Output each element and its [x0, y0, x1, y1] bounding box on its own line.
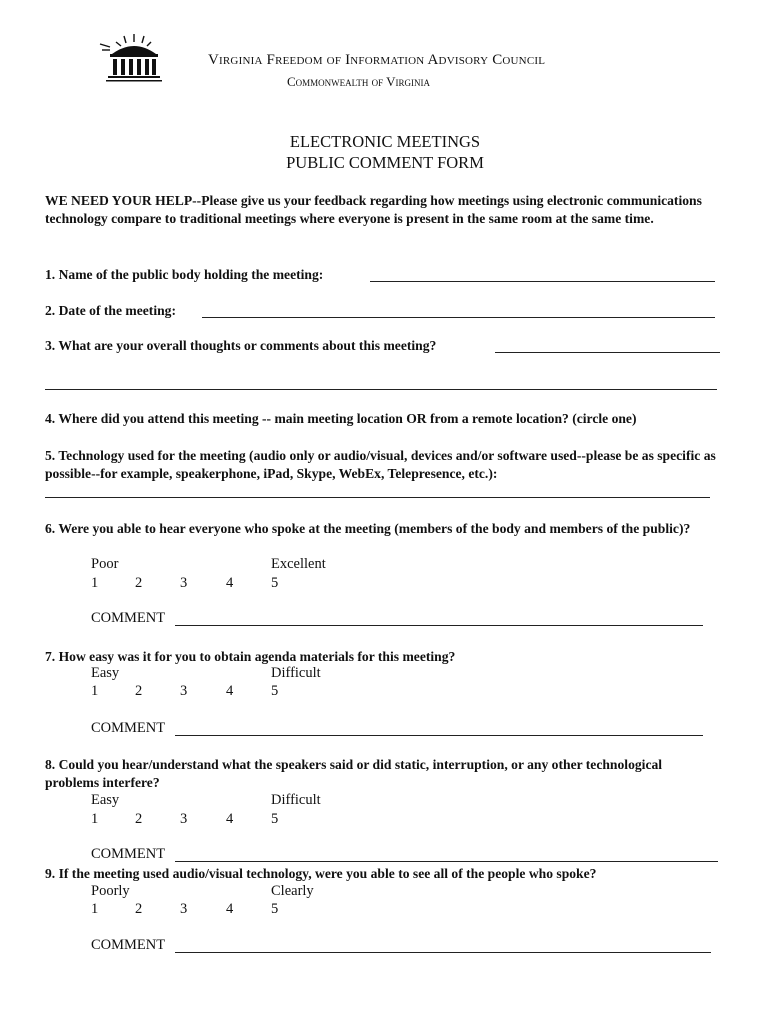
q8-comment-line[interactable] [175, 861, 718, 862]
q7-rating-5[interactable]: 5 [271, 683, 279, 699]
capitol-logo-icon [96, 30, 166, 84]
q7-comment-label: COMMENT [91, 720, 166, 736]
question-1: 1. Name of the public body holding the meeting: [45, 267, 324, 282]
q6-rating-1[interactable]: 1 [91, 575, 99, 591]
q6-comment-line[interactable] [175, 625, 703, 626]
question-3: 3. What are your overall thoughts or comments about this meeting? [45, 338, 437, 353]
overall-thoughts-answer-line[interactable] [495, 352, 720, 353]
q7-scale-low-label: Easy [91, 665, 120, 681]
question-2: 2. Date of the meeting: [45, 303, 176, 318]
q8-rating-4[interactable]: 4 [226, 811, 234, 827]
q6-scale-high-label: Excellent [271, 556, 326, 572]
question-6: 6. Were you able to hear everyone who spoke at the meeting (members of the body and members of the public)? [45, 521, 691, 536]
council-name: Virginia Freedom of Information Advisory Council [208, 52, 546, 68]
q6-comment-label: COMMENT [91, 610, 166, 626]
q7-rating-3[interactable]: 3 [180, 683, 188, 699]
intro-paragraph: WE NEED YOUR HELP--Please give us your feedback regarding how meetings using electronic communications technology compare to traditional meetings where everyone is present in the same room at the same time. [45, 193, 702, 226]
q9-rating-1[interactable]: 1 [91, 901, 99, 917]
q8-rating-2[interactable]: 2 [135, 811, 143, 827]
question-8: 8. Could you hear/understand what the speakers said or did static, interruption, or any other technological problems interfere? [45, 757, 663, 790]
q9-comment-line[interactable] [175, 952, 711, 953]
q7-rating-4[interactable]: 4 [226, 683, 234, 699]
q7-scale-high-label: Difficult [271, 665, 321, 681]
technology-answer-line[interactable] [45, 497, 710, 498]
q7-rating-1[interactable]: 1 [91, 683, 99, 699]
q8-rating-1[interactable]: 1 [91, 811, 99, 827]
question-7: 7. How easy was it for you to obtain agenda materials for this meeting? [45, 649, 456, 664]
title-line-1: ELECTRONIC MEETINGS [289, 132, 481, 151]
q7-comment-line[interactable] [175, 735, 703, 736]
q8-scale-low-label: Easy [91, 792, 120, 808]
question-4: 4. Where did you attend this meeting -- main meeting location OR from a remote location? (circle one) [45, 411, 637, 426]
q7-rating-2[interactable]: 2 [135, 683, 143, 699]
q9-scale-high-label: Clearly [271, 883, 314, 899]
form-title [0, 131, 770, 173]
q9-scale-low-label: Poorly [91, 883, 130, 899]
q8-rating-3[interactable]: 3 [180, 811, 188, 827]
commonwealth-name: Commonwealth of Virginia [287, 74, 430, 89]
q9-rating-3[interactable]: 3 [180, 901, 188, 917]
q6-rating-4[interactable]: 4 [226, 575, 234, 591]
title-line-2: PUBLIC COMMENT FORM [286, 153, 484, 172]
q9-rating-5[interactable]: 5 [271, 901, 279, 917]
q8-comment-label: COMMENT [91, 846, 166, 862]
question-9: 9. If the meeting used audio/visual technology, were you able to see all of the people who spoke? [45, 866, 597, 881]
meeting-date-answer-line[interactable] [202, 317, 715, 318]
question-5: 5. Technology used for the meeting (audio only or audio/visual, devices and/or software used--please be as specific as possible--for example, speakerphone, iPad, Skype, WebEx, Telepresence, etc.): [45, 448, 716, 481]
q6-rating-3[interactable]: 3 [180, 575, 188, 591]
q6-rating-2[interactable]: 2 [135, 575, 143, 591]
q6-rating-5[interactable]: 5 [271, 575, 279, 591]
overall-thoughts-answer-line-2[interactable] [45, 389, 717, 390]
q9-rating-4[interactable]: 4 [226, 901, 234, 917]
q6-scale-low-label: Poor [91, 556, 119, 572]
q9-rating-2[interactable]: 2 [135, 901, 143, 917]
q9-comment-label: COMMENT [91, 937, 166, 953]
q8-scale-high-label: Difficult [271, 792, 321, 808]
public-body-answer-line[interactable] [370, 281, 715, 282]
q8-rating-5[interactable]: 5 [271, 811, 279, 827]
